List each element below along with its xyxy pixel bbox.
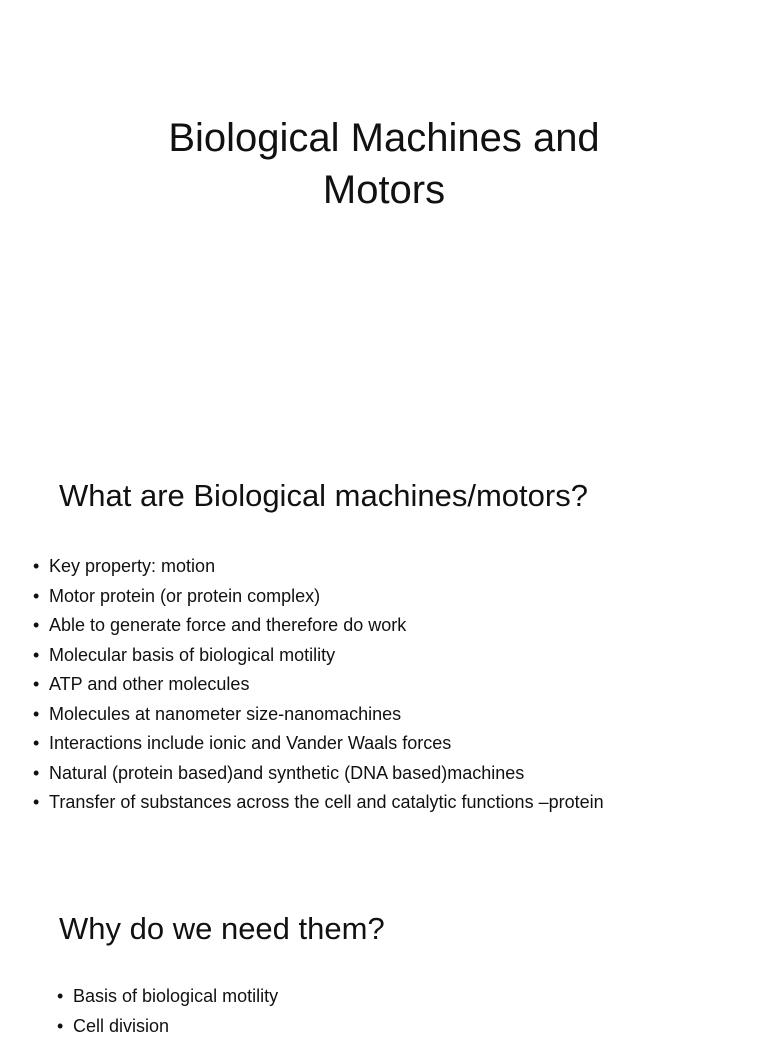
slide-title (0, 112, 768, 216)
bullet-icon: • (33, 552, 49, 582)
bullet-icon: • (33, 700, 49, 730)
bullet-icon: • (57, 982, 73, 1012)
slide-title-line-1: Biological Machines and (0, 112, 768, 164)
content-slide-why-needed (0, 864, 768, 1024)
bullet-icon: • (33, 641, 49, 671)
bullet-icon: • (57, 1012, 73, 1041)
bullet-icon: • (33, 729, 49, 759)
list-item: • Natural (protein based)and synthetic (DNA based)machines (33, 759, 604, 789)
bullet-icon: • (33, 759, 49, 789)
slide-heading: Why do we need them? (59, 909, 385, 949)
list-item: • Cell division (57, 1012, 278, 1041)
list-item: • Interactions include ionic and Vander Waals forces (33, 729, 604, 759)
content-slide-what-are (0, 430, 768, 864)
bullet-list (57, 982, 278, 1041)
list-item: • Able to generate force and therefore do work (33, 611, 604, 641)
list-item: • Molecular basis of biological motility (33, 641, 604, 671)
list-item: • Key property: motion (33, 552, 604, 582)
slide-title-line-2: Motors (0, 164, 768, 216)
slide-heading: What are Biological machines/motors? (59, 476, 588, 516)
bullet-list (33, 552, 604, 818)
list-item: • Molecules at nanometer size-nanomachines (33, 700, 604, 730)
bullet-icon: • (33, 670, 49, 700)
list-item: • Transfer of substances across the cell and catalytic functions –protein (33, 788, 604, 818)
bullet-icon: • (33, 788, 49, 818)
title-slide (0, 0, 768, 430)
bullet-icon: • (33, 611, 49, 641)
list-item: • ATP and other molecules (33, 670, 604, 700)
bullet-icon: • (33, 582, 49, 612)
list-item: • Motor protein (or protein complex) (33, 582, 604, 612)
list-item: • Basis of biological motility (57, 982, 278, 1012)
